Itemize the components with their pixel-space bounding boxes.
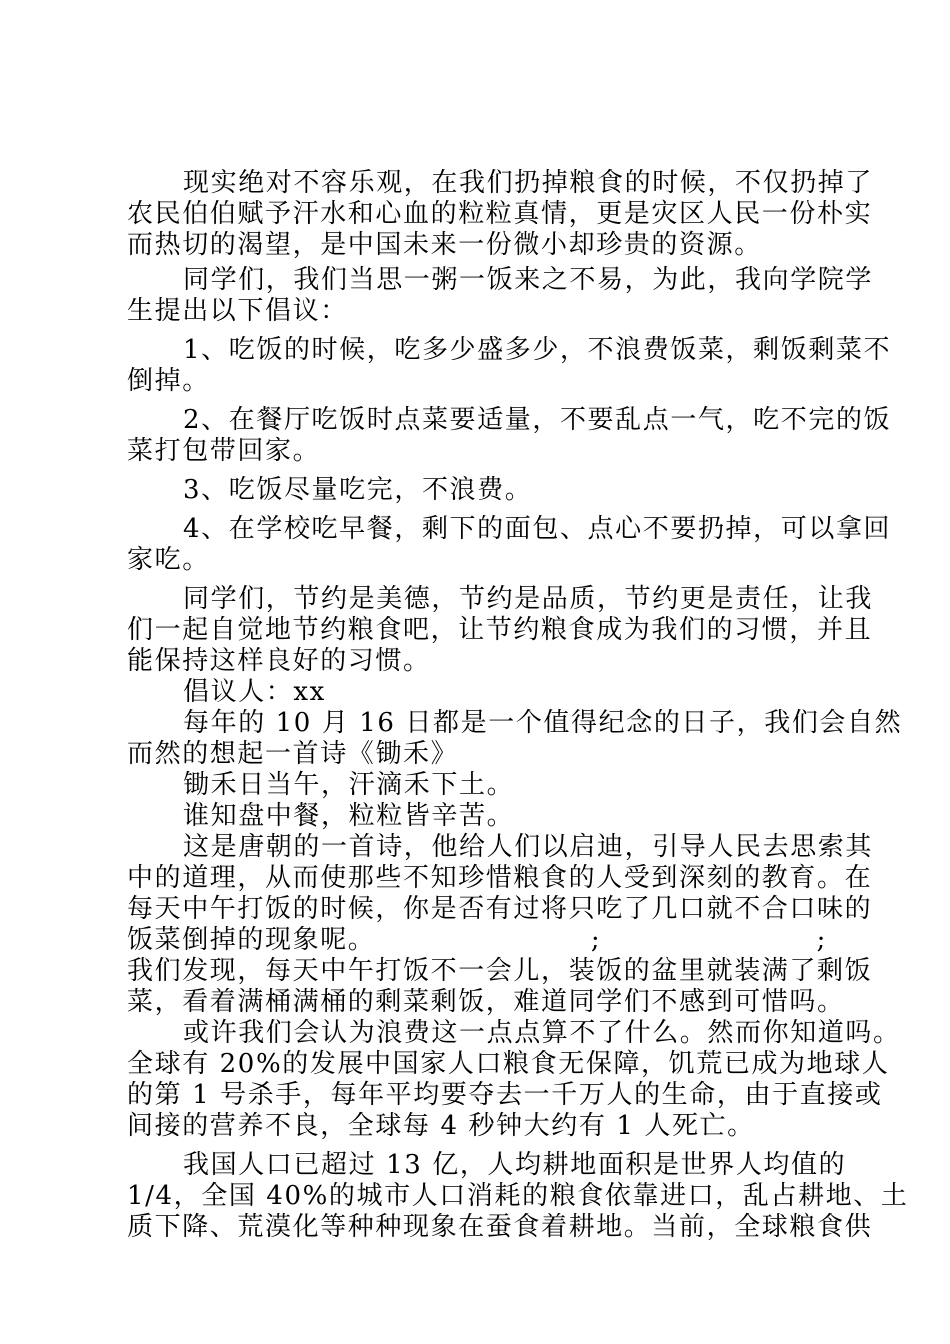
text-line: 中的道理，从而使那些不知珍惜粮食的人受到深刻的教育。在 <box>127 863 873 893</box>
text-fragment: 饭菜倒掉的现象呢。 <box>127 925 376 955</box>
paragraph-china-population <box>127 1150 909 1243</box>
text-line: 4、在学校吃早餐，剩下的面包、点心不要扔掉，可以拿回 <box>183 514 892 544</box>
document-body <box>127 168 909 1243</box>
semicolon-mark: ; <box>590 925 602 955</box>
text-line: 农民伯伯赋予汗水和心血的粒粒真情，更是灾区人民一份朴实 <box>127 199 873 229</box>
text-line: 这是唐朝的一首诗，他给人们以启迪，引导人民去思索其 <box>183 832 874 862</box>
text-line: 或许我们会认为浪费这一点点算不了什么。然而你知道吗。 <box>183 1018 901 1048</box>
proposal-item-2 <box>127 405 892 467</box>
text-line: 间接的营养不良，全球每 4 秒钟大约有 1 人死亡。 <box>127 1111 755 1141</box>
paragraph-poem-explanation <box>127 832 874 1018</box>
text-line: 菜，看着满桶满桶的剩菜剩饭，难道同学们不感到可惜吗。 <box>127 987 845 1017</box>
paragraph-reality <box>127 168 874 261</box>
text-line: 我国人口已超过 13 亿，人均耕地面积是世界人均值的 <box>183 1150 847 1180</box>
text-line: 1、吃饭的时候，吃多少盛多少，不浪费饭菜，剩饭剩菜不 <box>183 335 892 365</box>
proposal-item-1 <box>127 335 892 397</box>
text-line: 2、在餐厅吃饭时点菜要适量，不要乱点一气，吃不完的饭 <box>183 405 892 435</box>
text-line: 全球有 20%的发展中国家人口粮食无保障，饥荒已成为地球人 <box>127 1049 890 1079</box>
text-line: 我们发现，每天中午打饭不一会儿，装饭的盆里就装满了剩饭 <box>127 956 873 986</box>
text-line: 现实绝对不容乐观，在我们扔掉粮食的时候，不仅扔掉了 <box>183 168 874 198</box>
text-line: 倡议人：xx <box>183 677 326 707</box>
text-line: 家吃。 <box>127 545 210 575</box>
poem-line-1 <box>127 770 833 801</box>
text-line: 每天中午打饭的时候，你是否有过将只吃了几口就不合口味的 <box>127 894 873 924</box>
paragraph-global-hunger <box>127 1018 901 1142</box>
text-line: 的第 1 号杀手，每年平均要夺去一千万人的生命，由于直接或 <box>127 1080 883 1110</box>
poem-line-2 <box>127 801 833 832</box>
text-line: 们一起自觉地节约粮食吧，让节约粮食成为我们的习惯，并且 <box>127 615 873 645</box>
text-line: 1/4，全国 40%的城市人口消耗的粮食依靠进口，乱占耕地、土 <box>127 1181 909 1211</box>
proposal-item-4 <box>127 514 892 576</box>
text-line: 锄禾日当午，汗滴禾下土。 <box>183 770 515 800</box>
text-line: 菜打包带回家。 <box>127 436 321 466</box>
text-line: 谁知盘中餐，粒粒皆辛苦。 <box>183 801 515 831</box>
paragraph-food-day <box>127 708 903 770</box>
text-line: 而然的想起一首诗《锄禾》 <box>127 739 459 769</box>
text-line: 同学们，节约是美德，节约是品质，节约更是责任，让我 <box>183 584 874 614</box>
signature-line <box>127 677 833 708</box>
text-line: 能保持这样良好的习惯。 <box>127 646 431 676</box>
text-line: 每年的 10 月 16 日都是一个值得纪念的日子，我们会自然 <box>183 708 903 738</box>
paragraph-conclusion <box>127 584 874 677</box>
text-line: 生提出以下倡议： <box>127 296 348 326</box>
paragraph-proposal-intro <box>127 265 874 327</box>
text-line-spaced <box>127 925 827 956</box>
proposal-item-3 <box>127 475 833 506</box>
semicolon-mark: ; <box>816 925 827 955</box>
text-line: 同学们，我们当思一粥一饭来之不易，为此，我向学院学 <box>183 265 874 295</box>
text-line: 3、吃饭尽量吃完，不浪费。 <box>183 475 533 505</box>
text-line: 而热切的渴望，是中国未来一份微小却珍贵的资源。 <box>127 230 762 260</box>
text-line: 质下降、荒漠化等种种现象在蚕食着耕地。当前，全球粮食供 <box>127 1212 873 1242</box>
text-line: 倒掉。 <box>127 366 210 396</box>
